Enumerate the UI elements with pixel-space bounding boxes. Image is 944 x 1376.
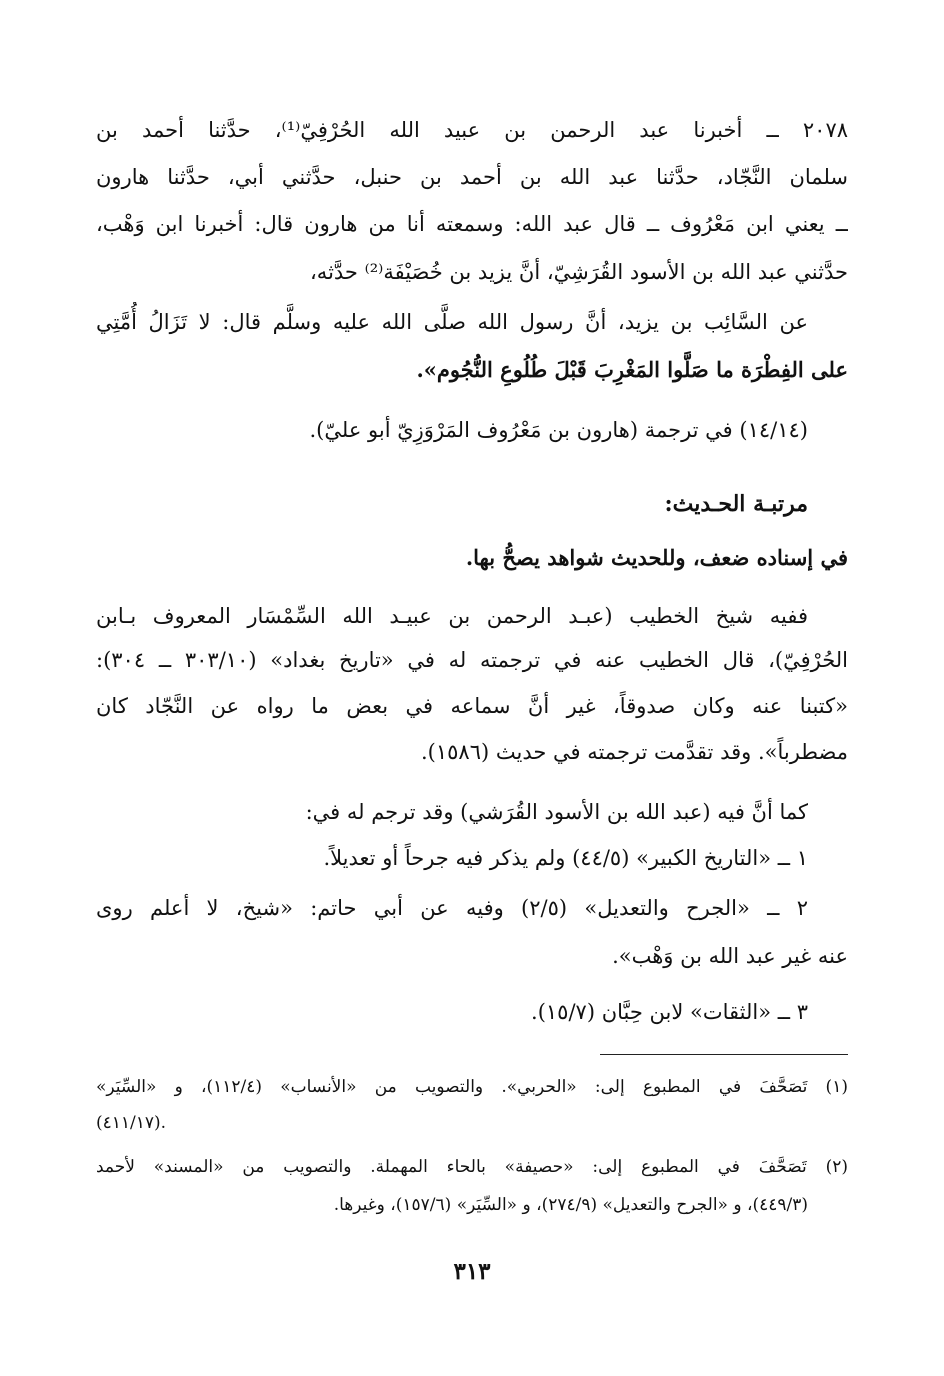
- hadith-line-4: حدَّثني عبد الله بن الأسود القُرَشِيّ، أنَّ يزيد بن خُصَيْفَة⁽²⁾ حدَّثه،: [310, 260, 848, 284]
- hadith-line-2: سلمان النَّجّاد، حدَّثنا عبد الله بن أحمد بن حنبل، حدَّثني أبي، حدَّثنا هارون: [96, 165, 848, 189]
- grade-heading: مرتبـة الحـديث:: [664, 491, 808, 517]
- source-item-2-cont: عنه غير عبد الله بن وَهْب».: [612, 944, 848, 968]
- footnote-1-line-2: (٤١١/١٧).: [96, 1113, 167, 1133]
- footnote-2-line-2: (٤٤٩/٣)، و «الجرح والتعديل» (٢٧٤/٩)، و «السِّيَر» (١٥٧/٦)، وغيرها.: [333, 1195, 808, 1215]
- footnote-2-line-1: (٢) تَصَحَّفَ في المطبوع إلى: «حصيفة» بالحاء المهملة. والتصويب من «المسند» لأحمد: [96, 1157, 848, 1177]
- source-item-3: ٣ ــ «الثقات» لابن حِبَّان (١٥/٧).: [531, 1000, 808, 1024]
- page-number: ٣١٣: [453, 1258, 491, 1285]
- source-item-1: ١ ــ «التاريخ الكبير» (٤٤/٥) ولم يذكر فيه جرحاً أو تعديلاً.: [323, 846, 808, 870]
- discussion-line-3: «كتبنا عنه وكان صدوقاً، غير أنَّ سماعه في بعض ما رواه عن النَّجّاد كان: [96, 694, 848, 718]
- hadith-line-6: على الفِطْرَة ما صَلَّوا المَغْرِبَ قَبْلَ طُلُوعِ النُّجُوم».: [416, 357, 848, 382]
- hadith-line-3: ــ يعني ابن مَعْرُوف ــ قال عبد الله: وسمعته أنا من هارون قال: أخبرنا ابن وَهْب،: [96, 212, 848, 236]
- source-item-2: ٢ ــ «الجرح والتعديل» (٢/٥) وفيه عن أبي حاتم: «شيخ، لا أعلم روى: [96, 896, 808, 920]
- sources-intro: كما أنَّ فيه (عبد الله بن الأسود القُرَشي) وقد ترجم له في:: [305, 800, 808, 824]
- footnote-separator: [600, 1054, 848, 1055]
- footnote-1-line-1: (١) تَصَحَّفَ في المطبوع إلى: «الحربي». والتصويب من «الأنساب» (١١٢/٤)، و «السِّيَر»: [96, 1077, 848, 1097]
- discussion-line-4: مضطرباً». وقد تقدَّمت ترجمته في حديث (١٥٨٦).: [420, 740, 848, 764]
- hadith-line-5: عن السَّائِب بن يزيد، أنَّ رسول الله صلَّى الله عليه وسلَّم قال: لا تَزَالُ أُمَّتِي: [96, 310, 808, 334]
- discussion-line-2: الحُرْفِيّ)، قال الخطيب عنه في ترجمته له في «تاريخ بغداد» (٣٠٣/١٠ ــ ٣٠٤):: [96, 648, 848, 672]
- discussion-line-1: ففيه شيخ الخطيب (عبـد الرحمن بن عبيـد الله السِّمْسَار المعروف بـابن: [96, 604, 808, 628]
- hadith-line-1: ٢٠٧٨ ــ أخبرنا عبد الرحمن بن عبيد الله الحُرْفِيّ⁽¹⁾، حدَّثنا أحمد بن: [96, 118, 848, 142]
- hadith-reference: (١٤/١٤) في ترجمة (هارون بن مَعْرُوف المَرْوَزِيّ أبو عليّ).: [309, 418, 808, 442]
- grade-verdict: في إسناده ضعف، وللحديث شواهد يصحُّ بها.: [465, 545, 848, 570]
